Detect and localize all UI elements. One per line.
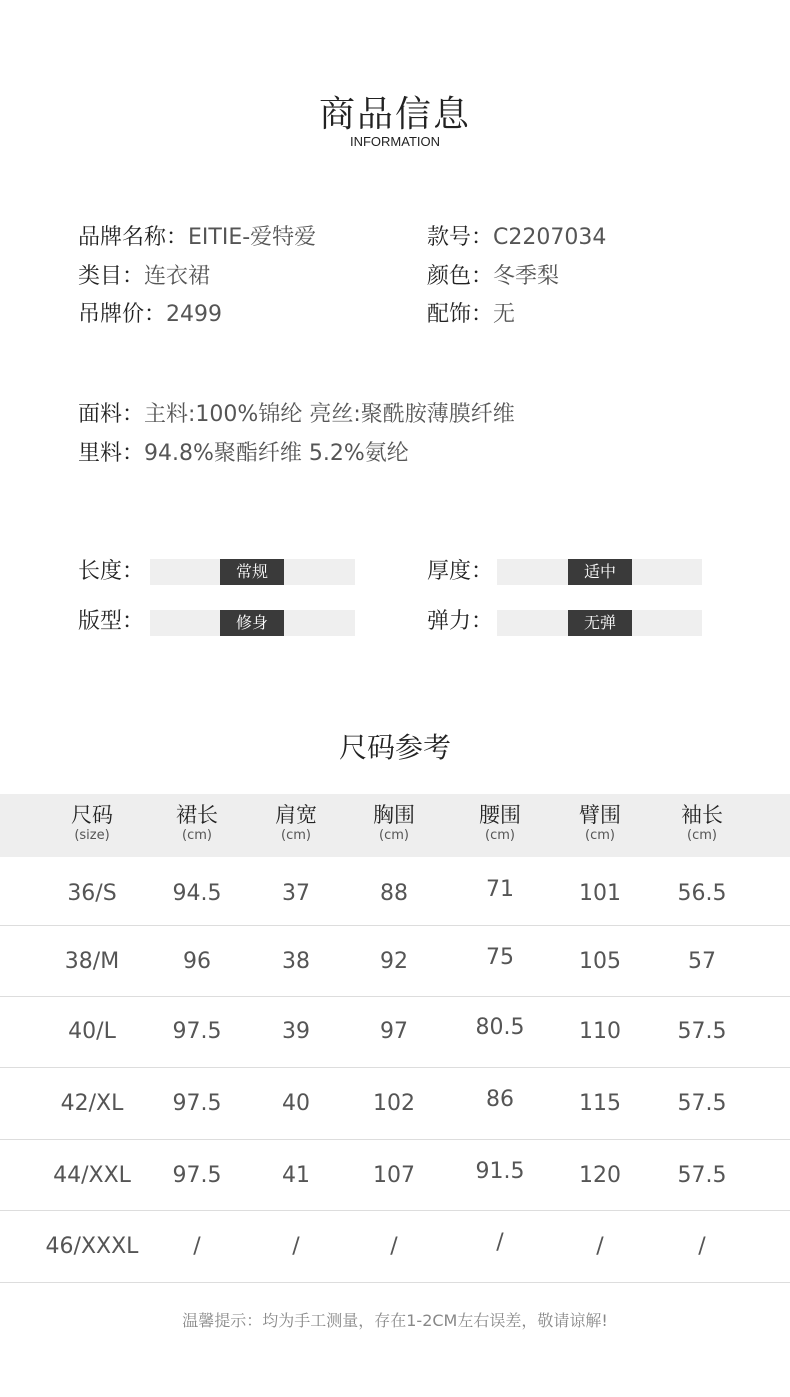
table-cell: 102 xyxy=(373,1091,415,1116)
table-cell: 71 xyxy=(486,877,514,902)
table-cell: 92 xyxy=(380,949,408,974)
table-cell: 38/M xyxy=(64,949,120,974)
color-row xyxy=(427,262,559,292)
table-cell: 91.5 xyxy=(475,1159,525,1184)
elasticity-label: 弹力： xyxy=(427,609,494,634)
lining-fabric-label: 里料： xyxy=(78,441,145,466)
table-cell: 101 xyxy=(579,881,621,906)
table-row xyxy=(0,1211,790,1283)
table-cell: 97.5 xyxy=(172,1019,222,1044)
table-cell: 42/XL xyxy=(60,1091,124,1116)
thickness-label: 厚度： xyxy=(427,559,494,584)
table-row xyxy=(0,858,790,926)
length-indicator: 常规 xyxy=(220,559,284,585)
header-cell-shoulder: 肩宽 (cm) xyxy=(275,803,317,843)
table-row xyxy=(0,1140,790,1211)
color-value: 冬季梨 xyxy=(493,264,560,289)
style-label: 款号： xyxy=(427,225,494,250)
color-label: 颜色： xyxy=(427,264,494,289)
accessory-label: 配饰： xyxy=(427,302,494,327)
accessory-value: 无 xyxy=(493,302,516,327)
table-cell: 40 xyxy=(282,1091,310,1116)
style-value: C2207034 xyxy=(493,225,607,250)
table-cell: 44/XXL xyxy=(53,1163,131,1188)
table-cell: 57 xyxy=(688,949,716,974)
header-cell-sleeve: 袖长 (cm) xyxy=(681,803,723,843)
style-row xyxy=(427,223,606,253)
table-cell: 86 xyxy=(486,1087,514,1112)
table-cell: / xyxy=(390,1234,398,1259)
header-cell-dress-length: 裙长 (cm) xyxy=(176,803,218,843)
brand-label: 品牌名称： xyxy=(78,225,189,250)
table-cell: 97.5 xyxy=(172,1091,222,1116)
lining-fabric-value: 94.8%聚酯纤维 5.2%氨纶 xyxy=(144,441,409,466)
category-value: 连衣裙 xyxy=(144,264,211,289)
table-cell: 97 xyxy=(380,1019,408,1044)
table-cell: 88 xyxy=(380,881,408,906)
table-cell: / xyxy=(193,1234,201,1259)
lining-fabric-row xyxy=(78,439,409,469)
elasticity-indicator: 无弹 xyxy=(568,610,632,636)
table-cell: 94.5 xyxy=(172,881,222,906)
thickness-indicator: 适中 xyxy=(568,559,632,585)
table-row xyxy=(0,1068,790,1140)
table-cell: 39 xyxy=(282,1019,310,1044)
table-row xyxy=(0,926,790,997)
table-cell: / xyxy=(698,1234,706,1259)
size-chart-title: 尺码参考 xyxy=(338,731,451,764)
price-label: 吊牌价： xyxy=(78,302,167,327)
fit-label: 版型： xyxy=(78,609,145,634)
table-cell: 36/S xyxy=(67,881,117,906)
table-cell: 40/L xyxy=(68,1019,116,1044)
main-fabric-value: 主料:100%锦纶 亮丝:聚酰胺薄膜纤维 xyxy=(144,402,515,427)
table-cell: / xyxy=(596,1234,604,1259)
header-cell-size: 尺码 (size) xyxy=(71,803,113,843)
table-cell: 107 xyxy=(373,1163,415,1188)
page-title: 商品信息 xyxy=(318,94,471,135)
table-cell: 41 xyxy=(282,1163,310,1188)
size-table-header xyxy=(0,794,790,857)
main-fabric-row xyxy=(78,400,515,430)
main-fabric-label: 面料： xyxy=(78,402,145,427)
table-cell: 105 xyxy=(579,949,621,974)
price-value: 2499 xyxy=(166,302,223,327)
table-cell: 75 xyxy=(486,945,514,970)
header-cell-waist: 腰围 (cm) xyxy=(479,803,521,843)
price-row xyxy=(78,300,222,330)
table-row xyxy=(0,996,790,1068)
table-cell: 120 xyxy=(579,1163,621,1188)
table-cell: 38 xyxy=(282,949,310,974)
brand-value: EITIE-爱特爱 xyxy=(188,225,317,250)
header-cell-arm: 臂围 (cm) xyxy=(579,803,621,843)
table-cell: 110 xyxy=(579,1019,621,1044)
table-cell: 57.5 xyxy=(677,1163,727,1188)
measurement-note: 温馨提示：均为手工测量，存在1-2CM左右误差，敬请谅解! xyxy=(182,1311,608,1330)
table-cell: 57.5 xyxy=(677,1091,727,1116)
table-cell: / xyxy=(292,1234,300,1259)
accessory-row xyxy=(427,300,515,330)
table-cell: 115 xyxy=(579,1091,621,1116)
table-cell: 97.5 xyxy=(172,1163,222,1188)
table-cell: / xyxy=(496,1230,504,1255)
table-cell: 96 xyxy=(183,949,211,974)
fit-indicator: 修身 xyxy=(220,610,284,636)
table-cell: 57.5 xyxy=(677,1019,727,1044)
page-subtitle: INFORMATION xyxy=(349,134,441,149)
header-cell-bust: 胸围 (cm) xyxy=(373,803,415,843)
table-cell: 46/XXXL xyxy=(45,1234,139,1259)
table-cell: 80.5 xyxy=(475,1015,525,1040)
table-cell: 56.5 xyxy=(677,881,727,906)
category-row xyxy=(78,262,210,292)
table-cell: 37 xyxy=(282,881,310,906)
length-label: 长度： xyxy=(78,559,145,584)
brand-row xyxy=(78,223,316,253)
category-label: 类目： xyxy=(78,264,145,289)
